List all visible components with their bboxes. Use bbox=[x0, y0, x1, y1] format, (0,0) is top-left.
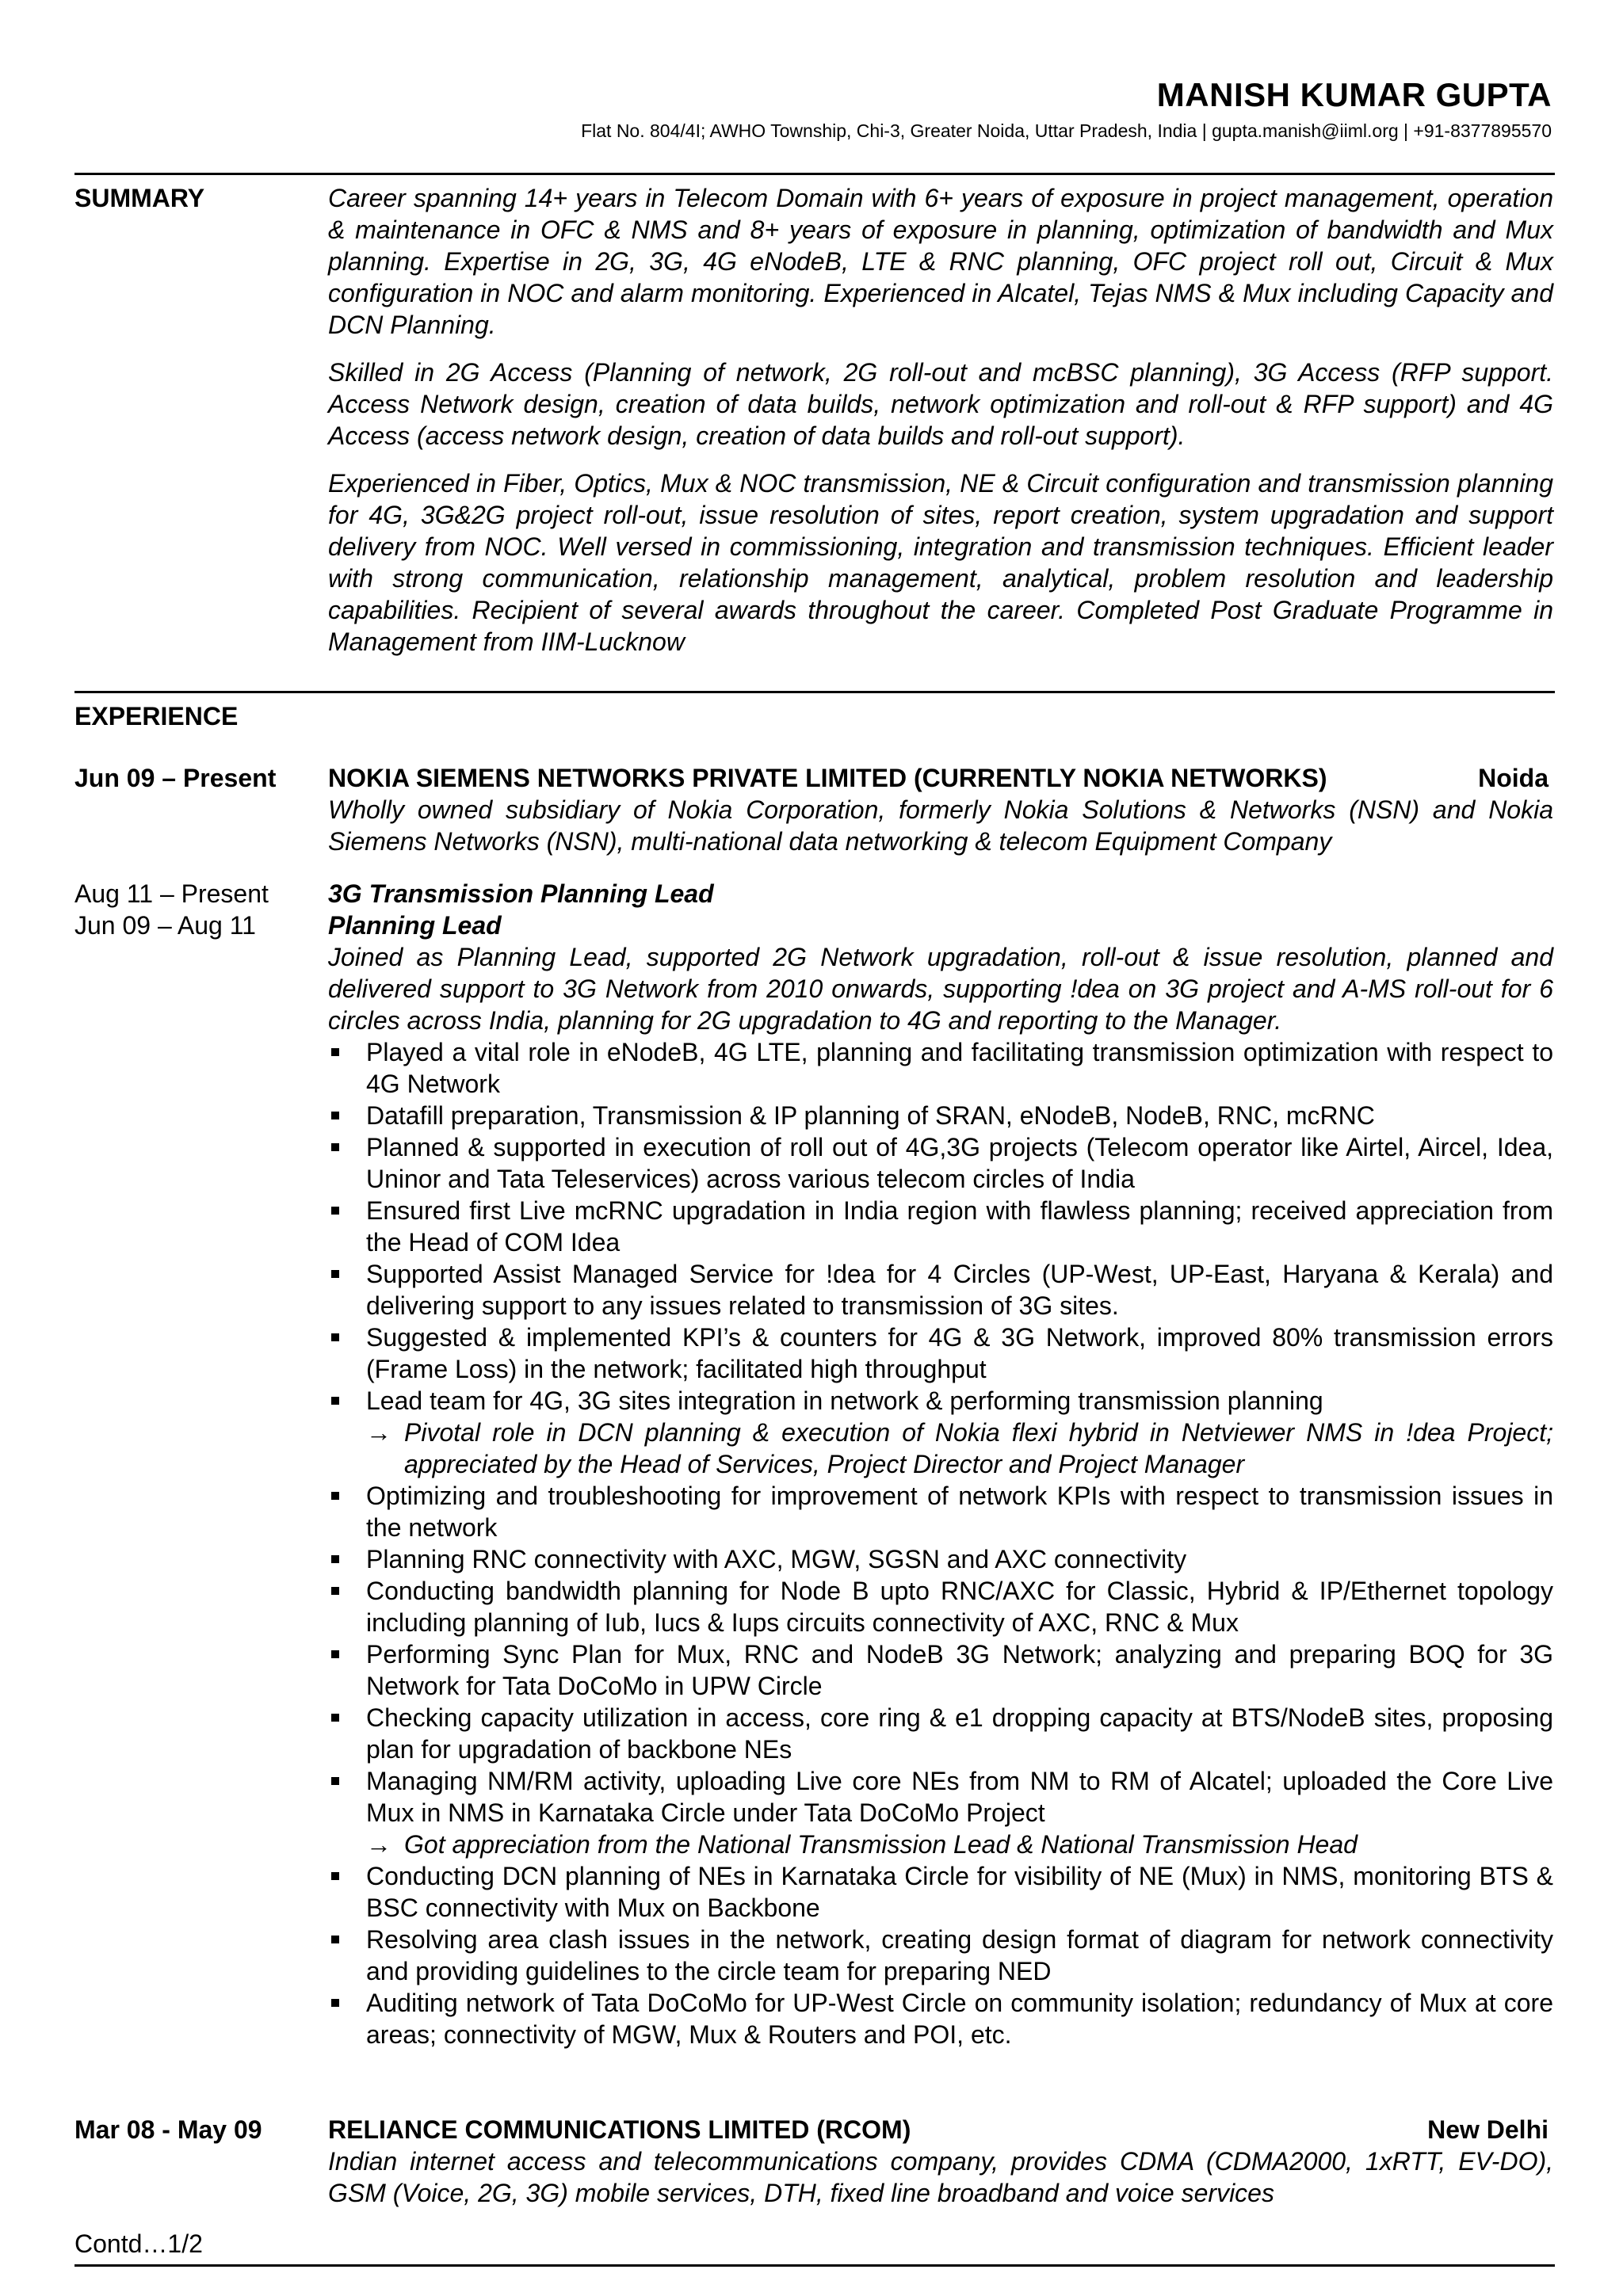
bullet-square-icon bbox=[331, 1143, 339, 1151]
bullet-square-icon bbox=[331, 1936, 339, 1943]
candidate-name: MANISH KUMAR GUPTA bbox=[1156, 76, 1552, 113]
summary-heading: SUMMARY bbox=[74, 184, 205, 212]
bullet-square-icon bbox=[331, 1587, 339, 1595]
list-item: Conducting DCN planning of NEs in Karnataka Circle for visibility of NE (Mux) in NMS, monitoring BTS & BSC connectivity with Mux on Backbone bbox=[328, 1860, 1553, 1924]
bullet-square-icon bbox=[331, 1872, 339, 1880]
summary-paragraph: Skilled in 2G Access (Planning of network, 2G roll-out and mcBSC planning), 3G Access (RFP support. Access Network design, creation of data builds, network optimization and roll-out & RFP support) and 4G Access (access network design, creation of data builds and roll-out support). bbox=[328, 358, 1553, 450]
list-item: Planned & supported in execution of roll out of 4G,3G projects (Telecom operator like Airtel, Aircel, Idea, Uninor and Tata Teleservices) across various telecom circles of India bbox=[328, 1131, 1553, 1195]
list-item: Datafill preparation, Transmission & IP planning of SRAN, eNodeB, NodeB, RNC, mcRNC bbox=[328, 1100, 1553, 1131]
list-item: Resolving area clash issues in the network, creating design format of diagram for network connectivity and providing guidelines to the circle team for preparing NED bbox=[328, 1924, 1553, 1987]
rcom-block bbox=[328, 2114, 1553, 2209]
experience-heading: EXPERIENCE bbox=[74, 702, 239, 730]
rcom-dates: Mar 08 - May 09 bbox=[74, 2115, 262, 2144]
arrow-right-icon: → bbox=[366, 1418, 391, 1447]
summary-paragraph: Career spanning 14+ years in Telecom Domain with 6+ years of exposure in project management, operation & maintenance in OFC & NMS and 8+ years of exposure in planning, optimization of bandwidth and Mux planning. Expertise in 2G, 3G, 4G eNodeB, LTE & RNC planning, OFC project roll out, Circuit & Mux configuration in NOC and alarm monitoring. Experienced in Alcatel, Tejas NMS & Mux including Capacity and DCN Planning. bbox=[328, 184, 1553, 339]
sub-note: → Pivotal role in DCN planning & execution of Nokia flexi hybrid in Netviewer NMS in !dea Project; appreciated by the Head of Services, Project Director and Project Manager bbox=[366, 1418, 1553, 1478]
nokia-company-name: NOKIA SIEMENS NETWORKS PRIVATE LIMITED (CURRENTLY NOKIA NETWORKS) bbox=[328, 764, 1327, 792]
bullet-square-icon bbox=[331, 1777, 339, 1785]
rcom-company-name: RELIANCE COMMUNICATIONS LIMITED (RCOM) bbox=[328, 2115, 911, 2144]
list-item: Lead team for 4G, 3G sites integration in network & performing transmission planning bbox=[328, 1385, 1553, 1417]
rcom-description: Indian internet access and telecommunications company, provides CDMA (CDMA2000, 1xRTT, EV-DO), GSM (Voice, 2G, 3G) mobile services, DTH, fixed line broadband and voice services bbox=[328, 2147, 1553, 2207]
bullet-square-icon bbox=[331, 1270, 339, 1278]
list-item: Managing NM/RM activity, uploading Live core NEs from NM to RM of Alcatel; uploaded the Core Live Mux in NMS in Karnataka Circle under Tata DoCoMo Project bbox=[328, 1765, 1553, 1829]
nokia-intro: Joined as Planning Lead, supported 2G Network upgradation, roll-out & issue resolution, planned and delivered support to 3G Network from 2010 onwards, supporting !dea on 3G project and A-MS roll-out for 6 circles across India, planning for 2G upgradation to 4G and reporting to the Manager. bbox=[328, 943, 1553, 1035]
nokia-company-row bbox=[328, 762, 1553, 794]
rcom-location: New Delhi bbox=[1427, 2115, 1549, 2144]
summary-body bbox=[328, 182, 1553, 673]
experience-divider bbox=[74, 691, 1555, 693]
bullet-square-icon bbox=[331, 1333, 339, 1341]
list-item: Planning RNC connectivity with AXC, MGW, SGSN and AXC connectivity bbox=[328, 1543, 1553, 1575]
nokia-dates: Jun 09 – Present bbox=[74, 764, 277, 792]
nokia-block bbox=[328, 762, 1553, 2050]
top-divider bbox=[74, 173, 1555, 175]
bullet-square-icon bbox=[331, 1048, 339, 1056]
nokia-bullet-list bbox=[328, 1036, 1553, 2050]
nokia-location: Noida bbox=[1478, 764, 1549, 792]
list-item: Checking capacity utilization in access, core ring & e1 dropping capacity at BTS/NodeB sites, proposing plan for upgradation of backbone NEs bbox=[328, 1702, 1553, 1765]
contact-line: Flat No. 804/4I; AWHO Township, Chi-3, Greater Noida, Uttar Pradesh, India | gupta.manish@iiml.org | +91-8377895570 bbox=[581, 120, 1552, 141]
bottom-divider bbox=[74, 2264, 1555, 2267]
bullet-square-icon bbox=[331, 1714, 339, 1722]
summary-paragraph: Experienced in Fiber, Optics, Mux & NOC transmission, NE & Circuit configuration and transmission planning for 4G, 3G&2G project roll-out, issue resolution of sites, report creation, system upgradation and support delivery from NOC. Well versed in commissioning, integration and transmission techniques. Efficient leader with strong communication, relationship management, analytical, problem resolution and leadership capabilities. Recipient of several awards throughout the career. Completed Post Graduate Programme in Management from IIM-Lucknow bbox=[328, 469, 1553, 656]
arrow-right-icon: → bbox=[366, 1830, 391, 1859]
list-item: Ensured first Live mcRNC upgradation in India region with flawless planning; received appreciation from the Head of COM Idea bbox=[328, 1195, 1553, 1258]
rcom-company-row bbox=[328, 2114, 1553, 2145]
bullet-square-icon bbox=[331, 1999, 339, 2007]
continued-note: Contd…1/2 bbox=[74, 2229, 203, 2258]
list-item: Performing Sync Plan for Mux, RNC and NodeB 3G Network; analyzing and preparing BOQ for 3G Network for Tata DoCoMo in UPW Circle bbox=[328, 1638, 1553, 1702]
list-item: Auditing network of Tata DoCoMo for UP-West Circle on community isolation; redundancy of Mux at core areas; connectivity of MGW, Mux & Routers and POI, etc. bbox=[328, 1987, 1553, 2050]
role1-title: 3G Transmission Planning Lead bbox=[328, 879, 714, 908]
list-item: Suggested & implemented KPI’s & counters for 4G & 3G Network, improved 80% transmission errors (Frame Loss) in the network; facilitated high throughput bbox=[328, 1322, 1553, 1385]
sub-note: → Got appreciation from the National Transmission Lead & National Transmission Head bbox=[366, 1830, 1358, 1859]
nokia-description: Wholly owned subsidiary of Nokia Corporation, formerly Nokia Solutions & Networks (NSN) and Nokia Siemens Networks (NSN), multi-national data networking & telecom Equipment Company bbox=[328, 795, 1553, 856]
bullet-square-icon bbox=[331, 1397, 339, 1405]
role1-dates: Aug 11 – Present bbox=[74, 879, 269, 908]
bullet-square-icon bbox=[331, 1555, 339, 1563]
list-item: Optimizing and troubleshooting for improvement of network KPIs with respect to transmission issues in the network bbox=[328, 1480, 1553, 1543]
bullet-square-icon bbox=[331, 1492, 339, 1500]
role2-title: Planning Lead bbox=[328, 911, 502, 940]
bullet-square-icon bbox=[331, 1650, 339, 1658]
bullet-square-icon bbox=[331, 1207, 339, 1215]
list-item: Conducting bandwidth planning for Node B upto RNC/AXC for Classic, Hybrid & IP/Ethernet topology including planning of Iub, Iucs & Iups circuits connectivity of AXC, RNC & Mux bbox=[328, 1575, 1553, 1638]
list-item: Played a vital role in eNodeB, 4G LTE, planning and facilitating transmission optimization with respect to 4G Network bbox=[328, 1036, 1553, 1100]
bullet-square-icon bbox=[331, 1112, 339, 1119]
role2-dates: Jun 09 – Aug 11 bbox=[74, 911, 256, 940]
list-item: Supported Assist Managed Service for !dea for 4 Circles (UP-West, UP-East, Haryana & Kerala) and delivering support to any issues related to transmission of 3G sites. bbox=[328, 1258, 1553, 1322]
